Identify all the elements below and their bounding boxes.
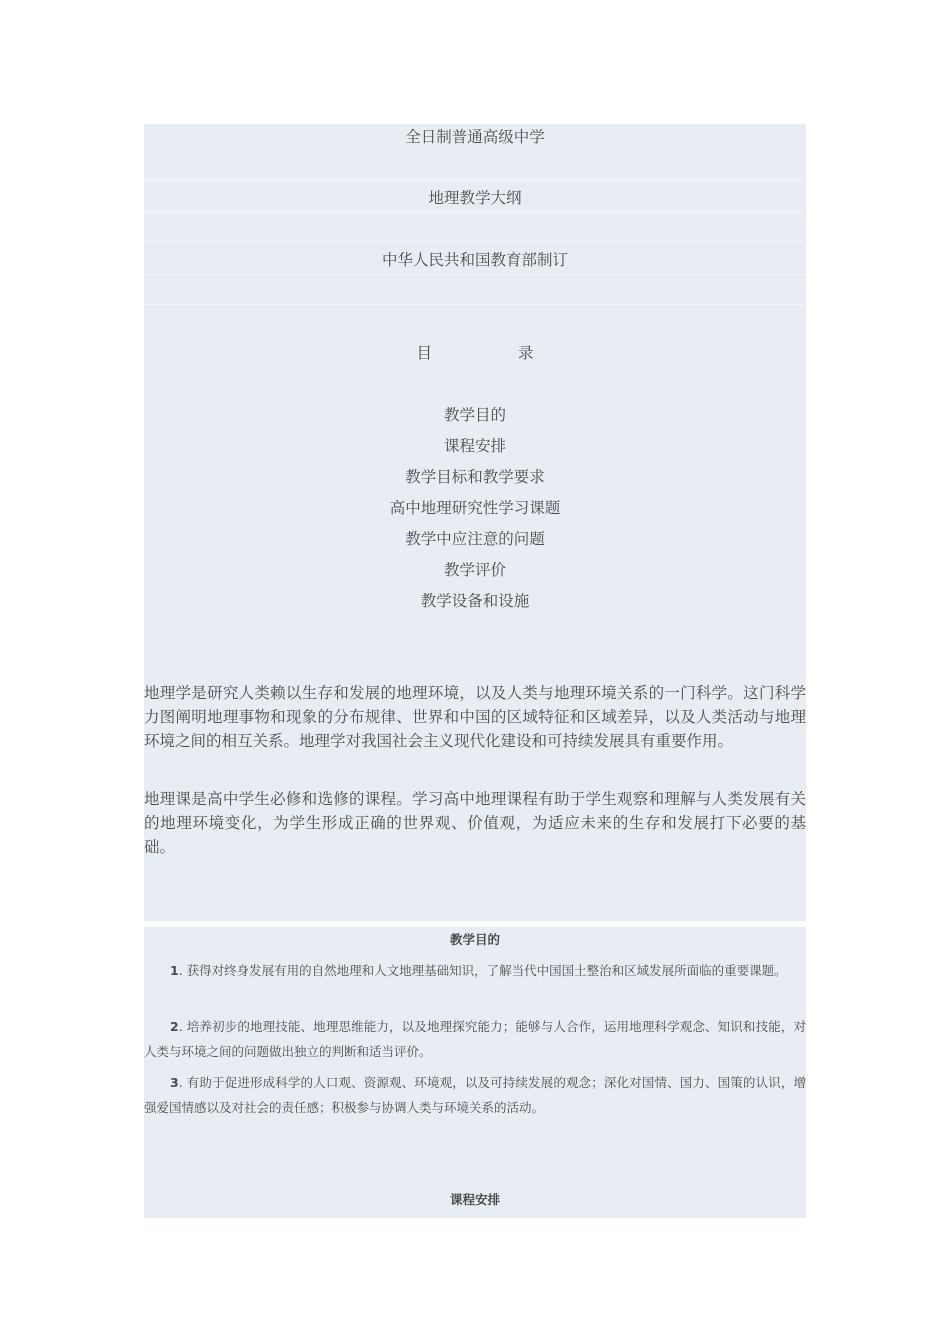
section-title-schedule: 课程安排 xyxy=(449,1192,500,1207)
school-type-line: 全日制普通高级中学 xyxy=(405,128,545,146)
item-number: 2 xyxy=(170,1019,179,1034)
item-text: . 培养初步的地理技能、地理思维能力，以及地理探究能力；能够与人合作，运用地理科学观念、知识和技能，对人类与环境之间的问题做出独立的判断和适当评价。 xyxy=(144,1019,806,1059)
toc-heading xyxy=(144,341,806,365)
item-text: . 获得对终身发展有用的自然地理和人文地理基础知识，了解当代中国国土整治和区域发展所面临的重要课题。 xyxy=(178,963,787,978)
toc-item-schedule[interactable]: 课程安排 xyxy=(443,437,506,455)
divider xyxy=(144,241,806,242)
toc-item-equipment[interactable]: 教学设备和设施 xyxy=(420,592,530,610)
toc-heading-right: 录 xyxy=(518,344,534,362)
intro-paragraph-1: 地理学是研究人类赖以生存和发展的地理环境，以及人类与地理环境关系的一门科学。这门科学力图阐明地理事物和现象的分布规律、世界和中国的区域特征和区域差异，以及人类活动与地理环境之间的相互关系。地理学对我国社会主义现代化建设和可持续发展具有重要作用。 xyxy=(144,684,806,750)
toc-item-evaluation[interactable]: 教学评价 xyxy=(443,561,506,579)
item-number: 3 xyxy=(170,1075,179,1090)
intro-paragraph-2: 地理课是高中学生必修和选修的课程。学习高中地理课程有助于学生观察和理解与人类发展有关的地理环境变化，为学生形成正确的世界观、价值观，为适应未来的生存和发展打下必要的基础。 xyxy=(144,790,806,856)
purpose-section-panel xyxy=(144,927,806,1218)
toc-item-teaching-notes[interactable]: 教学中应注意的问题 xyxy=(405,530,545,548)
toc-heading-left: 目 xyxy=(416,344,432,362)
divider xyxy=(144,304,806,305)
toc-item-goals[interactable]: 教学目标和教学要求 xyxy=(405,468,545,486)
issuer-line: 中华人民共和国教育部制订 xyxy=(381,251,568,269)
section-title-purpose: 教学目的 xyxy=(449,932,500,947)
divider xyxy=(144,274,806,275)
toc-item-research-topics[interactable]: 高中地理研究性学习课题 xyxy=(389,499,561,517)
toc-item-purpose[interactable]: 教学目的 xyxy=(443,406,506,424)
item-number: 1 xyxy=(170,963,179,978)
document-title: 地理教学大纲 xyxy=(428,189,522,207)
item-text: . 有助于促进形成科学的人口观、资源观、环境观，以及可持续发展的观念；深化对国情、国力、国策的认识，增强爱国情感以及对社会的责任感；积极参与协调人类与环境关系的活动。 xyxy=(144,1075,806,1115)
divider xyxy=(144,179,806,180)
purpose-item-1 xyxy=(144,958,806,983)
purpose-item-2 xyxy=(144,1014,806,1064)
divider xyxy=(144,212,806,213)
purpose-item-3 xyxy=(144,1070,806,1120)
cover-and-toc-panel xyxy=(144,124,806,921)
